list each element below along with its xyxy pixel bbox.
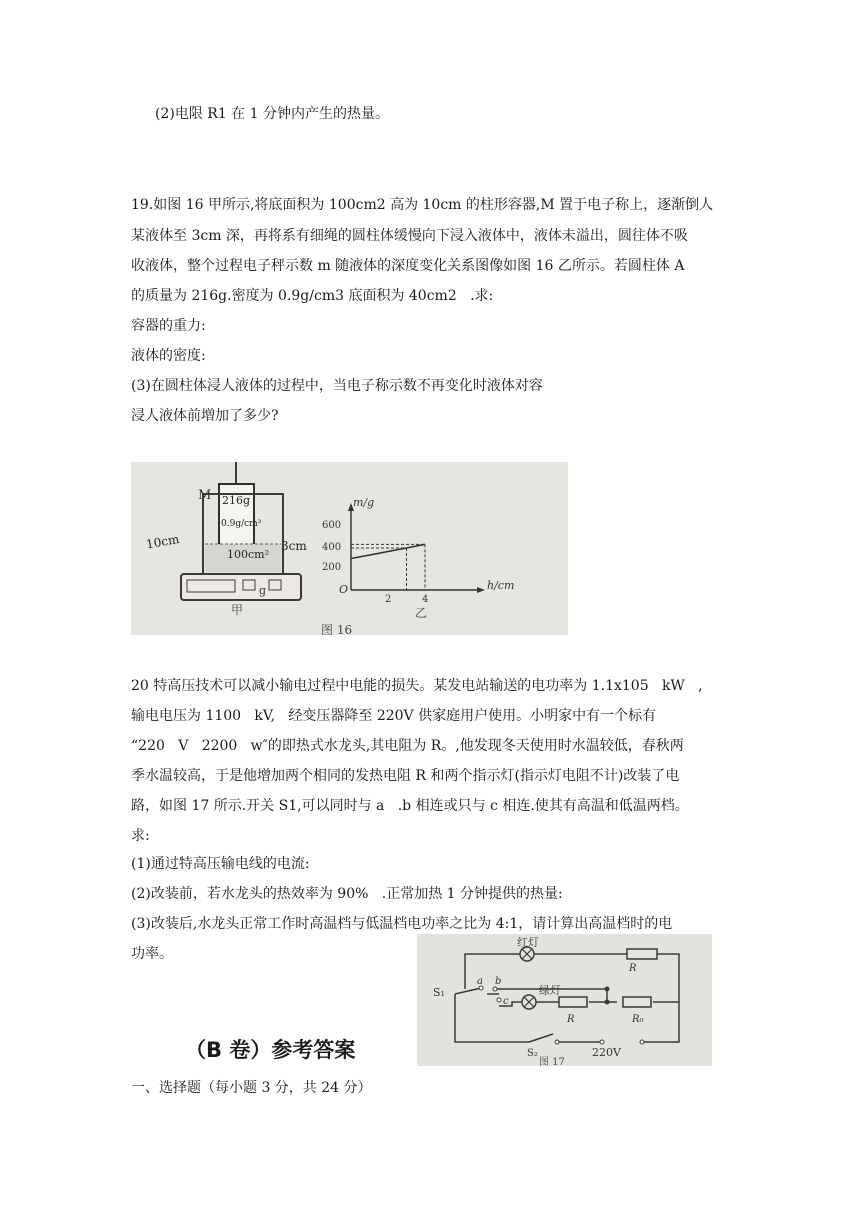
r-top-label: R — [629, 963, 637, 974]
figure-16 — [131, 462, 568, 635]
x-tick-2: 2 — [385, 594, 392, 605]
y-tick-600: 600 — [322, 520, 342, 531]
handwriting-depth: 3cm — [281, 539, 307, 553]
question-20-line-6: 求: — [131, 828, 150, 844]
question-18-part-2: (2)电限 R1 在 1 分钟内产生的热量。 — [155, 106, 389, 122]
question-20-line-4: 季水温较高，于是他增加两个相同的发热电阻 R 和两个指示灯(指示灯电阻不计)改装了电 — [131, 768, 680, 784]
question-20-part-1: (1)通过特高压输电线的电流: — [131, 856, 310, 872]
question-19-part-1: 容器的重力: — [131, 318, 206, 334]
handwriting-height: 10cm — [145, 531, 181, 552]
handwriting-area: 100cm² — [227, 548, 269, 561]
question-20-line-5: 路，如图 17 所示.开关 S1,可以同时与 a .b 相连或只与 c 相连.使其有高温和低温两档。 — [131, 798, 689, 814]
s1-label: S₁ — [433, 986, 445, 999]
voltage-label: 220V — [592, 1046, 621, 1059]
resistor-r0 — [623, 997, 651, 1007]
section-heading-multiple-choice: 一、选择题（每小题 3 分，共 24 分） — [131, 1080, 372, 1096]
electronic-scale — [181, 574, 301, 600]
question-19-part-3-cont: 浸人液体前増加了多少? — [131, 408, 279, 424]
y-tick-400: 400 — [322, 542, 342, 553]
a-label: a — [477, 976, 483, 987]
figure-16-caption: 图 16 — [321, 623, 353, 635]
label-yi: 乙 — [415, 606, 428, 620]
handwriting-mass: 216g — [222, 494, 251, 507]
question-19-part-3: (3)在圆柱体浸人液体的过程中，当电子称示数不再变化时液体对容 — [131, 378, 543, 394]
question-20-part-2: (2)改装前，若水龙头的热效率为 90% .正常加热 1 分钟提供的热量: — [131, 886, 563, 902]
question-20-line-2: 输电电压为 1100 kV, 经变压器降至 220V 供家庭用户使用。小明家中有一个标有 — [131, 708, 657, 724]
question-19-part-2: 液体的密度: — [131, 348, 206, 364]
resistor-r-top — [627, 949, 657, 959]
question-19-line-3: 收液体，整个过程电子秤示数 m 随液体的深度变化关系图像如图 16 乙所示。若圆柱体 A — [131, 258, 685, 274]
x-tick-4: 4 — [422, 594, 429, 605]
red-lamp-label: 红灯 — [517, 936, 539, 949]
y-axis-label: m/g — [353, 496, 375, 509]
figure-17-caption: 图 17 — [539, 1057, 565, 1066]
graph-mh — [322, 496, 514, 605]
question-20-line-3: “220 V 2200 w″的即热式水龙头,其电阻为 R。,他发现冬天使用时水温较低，春秋两 — [131, 738, 684, 754]
label-m: M — [198, 488, 212, 503]
handwriting-density: 0.9g/cm³ — [221, 519, 262, 529]
resistor-r-mid — [559, 997, 587, 1007]
r0-label: R₀ — [632, 1014, 644, 1025]
b-section-title: （B 卷）参考答案 — [185, 1038, 356, 1062]
b-label: b — [495, 976, 502, 987]
origin-label: O — [339, 583, 349, 596]
r-mid-label: R — [567, 1014, 575, 1025]
circuit-diagram — [417, 934, 712, 1066]
question-20-part-3-cont: 功率。 — [131, 946, 173, 962]
figure-16-drawing — [131, 462, 568, 635]
c-label: c — [503, 996, 509, 1007]
question-19-line-4: 的质量为 216g.密度为 0.9g/cm3 底面积为 40cm2 .求: — [131, 288, 494, 304]
label-jia: 甲 — [231, 603, 244, 617]
question-19-line-1: 19.如图 16 甲所示,将底面积为 100cm2 高为 10cm 的柱形容器,M 置于电子称上，逐渐倒人 — [131, 197, 714, 213]
series-line — [351, 544, 425, 558]
scale-unit: g — [259, 584, 267, 597]
question-19-line-2: 某液体至 3cm 深，再将系有细绳的圆柱体缓慢向下浸入液体中，液体未溢出，圆往体不吸 — [131, 228, 688, 244]
s2-label: S₂ — [527, 1048, 538, 1059]
y-tick-200: 200 — [322, 562, 342, 573]
figure-17 — [417, 934, 712, 1066]
question-20-part-3: (3)改装后,水龙头正常工作时高温档与低温档电功率之比为 4:1，请计算出高温档时的电 — [131, 916, 673, 932]
green-lamp-label: 绿灯 — [539, 984, 561, 997]
question-20-line-1: 20 特高压技术可以减小输电过程中电能的损失。某发电站输送的电功率为 1.1x105 kW , — [131, 678, 703, 694]
x-axis-label: h/cm — [487, 579, 515, 592]
